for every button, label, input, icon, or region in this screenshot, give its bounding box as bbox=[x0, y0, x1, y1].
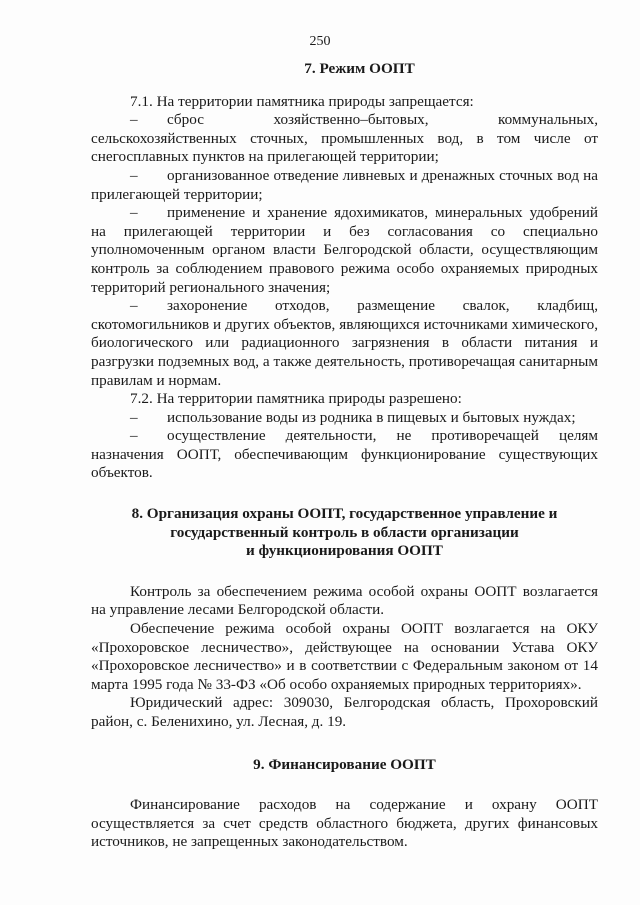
dash-marker: – bbox=[130, 204, 138, 222]
prohibited-item-2 bbox=[91, 167, 598, 204]
prohibited-item-4 bbox=[91, 297, 598, 390]
allowed-item-1 bbox=[91, 409, 598, 428]
section-9-title: 9. Финансирование ООПТ bbox=[253, 755, 436, 773]
dash-marker: – bbox=[130, 166, 138, 184]
prohibited-item-text: сброс хозяйственно–бытовых, коммунальных, сельскохозяйственных сточных, промышленных вод, в том числе от снегосплавных пунктов на прилегающей территории; bbox=[91, 111, 598, 166]
section-8-paragraph-1: Контроль за обеспечением режима особой охраны ООПТ возлагается на управление лесами Белгородской области. bbox=[91, 582, 598, 619]
allowed-item-2 bbox=[91, 427, 598, 483]
allowed-item-text: осуществление деятельности, не противоречащей целям назначения ООПТ, обеспечивающим функционирование существующих объектов. bbox=[91, 427, 598, 482]
dash-marker: – bbox=[130, 297, 138, 315]
section-9-paragraph-1: Финансирование расходов на содержание и охрану ООПТ осуществляется за счет средств областного бюджета, других финансовых источников, не запрещенных законодательством. bbox=[91, 796, 598, 851]
section-8-paragraph-2: Обеспечение режима особой охраны ООПТ возлагается на ОКУ «Прохоровское лесничество», действующее на основании Устава ОКУ «Прохоровское лесничество» и в соответствии с Федеральным законом от 14 марта 1995 года № 33-ФЗ «Об особо охраняемых природных территориях». bbox=[91, 620, 598, 693]
section-8-title-line-3: и функционирования ООПТ bbox=[246, 542, 443, 560]
section-8-title-line-2: государственный контроль в области организации bbox=[170, 523, 519, 541]
document-body bbox=[91, 60, 598, 852]
section-8-title-line-1: 8. Организация охраны ООПТ, государственное управление и bbox=[131, 505, 558, 523]
page-number: 250 bbox=[309, 34, 331, 49]
prohibited-item-text: применение и хранение ядохимикатов, минеральных удобрений на прилегающей территории и без согласования со специально уполномоченным органом власти Белгородской области, осуществляющим контроль за соблюдением правового режима особо охраняемых природных территорий регионального значения; bbox=[91, 204, 598, 296]
section-8-legal-address: Юридический адрес: 309030, Белгородская область, Прохоровский район, с. Беленихино, ул. Лесная, д. 19. bbox=[91, 694, 598, 730]
dash-marker: – bbox=[130, 408, 138, 426]
allowed-item-text: использование воды из родника в пищевых и бытовых нуждах; bbox=[167, 408, 576, 426]
prohibited-item-text: организованное отведение ливневых и дренажных сточных вод на прилегающей территории; bbox=[91, 166, 598, 203]
prohibited-item-1 bbox=[91, 111, 598, 167]
prohibited-item-3 bbox=[91, 204, 598, 297]
dash-marker: – bbox=[130, 111, 138, 129]
section-7-title: 7. Режим ООПТ bbox=[304, 60, 415, 77]
prohibited-item-text: захоронение отходов, размещение свалок, кладбищ, скотомогильников и других объектов, являющихся источниками химического, биологического или радиационного загрязнения в области питания и разгрузки подземных вод, а также деятельность, противоречащая санитарным правилам и нормам. bbox=[91, 297, 598, 389]
section-7-1-intro: 7.1. На территории памятника природы запрещается: bbox=[130, 92, 474, 110]
section-7-2-intro: 7.2. На территории памятника природы разрешено: bbox=[130, 390, 462, 408]
dash-marker: – bbox=[130, 427, 138, 445]
